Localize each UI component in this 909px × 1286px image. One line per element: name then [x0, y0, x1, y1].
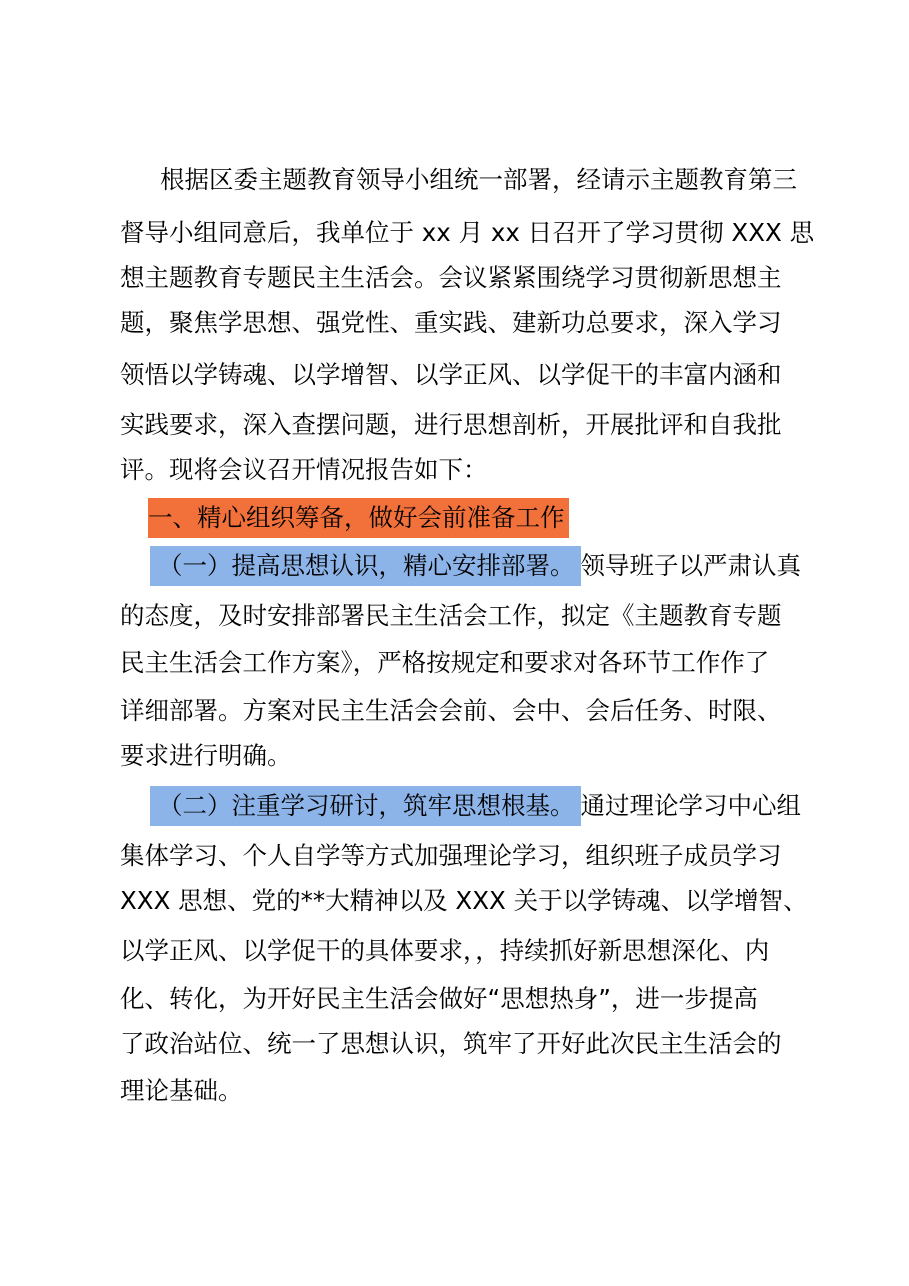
sub1-line-4: 详细部署。方案对民主生活会会前、会中、会后任务、时限、	[120, 696, 782, 725]
sub1-first-line-text: 领导班子以严肃认真	[580, 551, 801, 580]
sub1-line-3: 民主生活会工作方案》，严格按规定和要求对各环节工作作了	[120, 648, 770, 677]
sub1-first-line	[150, 546, 900, 586]
section-heading-line	[148, 498, 888, 538]
sub1-line-2: 的态度，及时安排部署民主生活会工作，拟定《主题教育专题	[120, 601, 782, 630]
sub2-line-6: 了政治站位、统一了思想认识，筑牢了开好此次民主生活会的	[120, 1029, 782, 1058]
para1-line-2: 督导小组同意后，我单位于 xx 月 xx 日召开了学习贯彻 XXX 思	[120, 218, 815, 247]
sub2-line-2: 集体学习、个人自学等方式加强理论学习，组织班子成员学习	[120, 841, 782, 870]
subsection-heading-2: （二）注重学习研讨，筑牢思想根基。	[150, 786, 581, 826]
sub1-line-5: 要求进行明确。	[120, 741, 292, 770]
sub2-line-4: 以学正风、以学促干的具体要求，，持续抓好新思想深化、内	[120, 936, 770, 965]
sub2-first-line	[150, 786, 900, 826]
para1-line-3: 想主题教育专题民主生活会。会议紧紧围绕学习贯彻新思想主	[120, 263, 782, 292]
para1-line-4: 题，聚焦学思想、强党性、重实践、建新功总要求，深入学习	[120, 308, 782, 337]
sub2-line-5: 化、转化，为开好民主生活会做好“思想热身”，进一步提高	[120, 984, 758, 1013]
subsection-heading-1: （一）提高思想认识，精心安排部署。	[150, 546, 581, 586]
para1-line-6: 实践要求，深入查摆问题，进行思想剖析，开展批评和自我批	[120, 410, 782, 439]
para1-line-7: 评。现将会议召开情况报告如下：	[120, 455, 488, 484]
para1-line-5: 领悟以学铸魂、以学增智、以学正风、以学促干的丰富内涵和	[120, 360, 782, 389]
sub2-first-line-text: 通过理论学习中心组	[580, 791, 801, 820]
sub2-line-7: 理论基础。	[120, 1076, 243, 1105]
para1-line-1: 根据区委主题教育领导小组统一部署，经请示主题教育第三	[160, 165, 797, 194]
sub2-line-3: XXX 思想、党的**大精神以及 XXX 关于以学铸魂、以学增智、	[120, 886, 808, 915]
section-heading-1: 一、精心组织筹备，做好会前准备工作	[148, 498, 569, 538]
